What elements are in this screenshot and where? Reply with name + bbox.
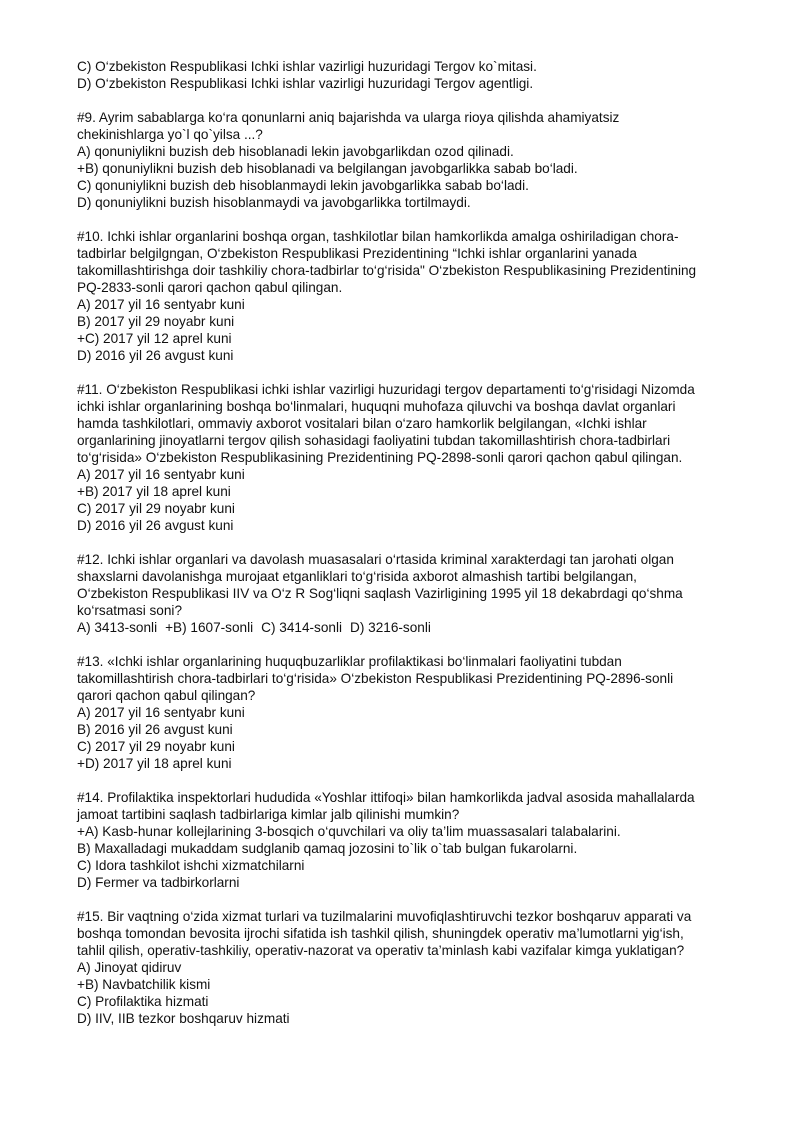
question-11 (77, 381, 757, 534)
question-text: boshqa tomondan bevosita ijrochi sifatida ish tashkil qilish, shuningdek operativ ma’lumotlarni yig‘ish, (77, 926, 684, 941)
option-b: +B) 1607-sonli (165, 620, 254, 635)
option-line: A) 2017 yil 16 sentyabr kuni (77, 467, 245, 482)
option-line: D) 2016 yil 26 avgust kuni (77, 348, 234, 363)
option-line: B) 2016 yil 26 avgust kuni (77, 722, 233, 737)
question-text: tahlil qilish, operativ-tashkiliy, operativ-nazorat va operativ ta’minlash kabi vazifalar kimga yuklatigan? (77, 943, 685, 958)
question-text: takomillashtirishga doir tashkiliy chora-tadbirlar to‘g‘risida" O‘zbekiston Respublikasining Prezidentining (77, 263, 697, 278)
question-text: PQ-2833-sonli qarori qachon qabul qilingan. (77, 280, 343, 295)
question-15 (77, 908, 757, 1027)
document-page (77, 58, 757, 1044)
question-text: #10. Ichki ishlar organlarini boshqa organ, tashkilotlar bilan hamkorlikda amalga oshiriladigan chora- (77, 229, 679, 244)
question-text: qarori qachon qabul qilingan? (77, 688, 256, 703)
question-14 (77, 789, 757, 891)
option-line: C) Idora tashkilot ishchi xizmatchilarni (77, 858, 305, 873)
question-text: #9. Ayrim sabablarga ko‘ra qonunlarni aniq bajarishda va ularga rioya qilishda ahamiyatsiz (77, 110, 620, 125)
option-line: C) qonuniylikni buzish deb hisoblanmaydi lekin javobgarlikka sabab bo‘ladi. (77, 178, 529, 193)
option-line: +A) Kasb-hunar kollejlarining 3-bosqich o‘quvchilari va oliy ta’lim muassasalari talabalarini. (77, 824, 621, 839)
option-line: C) 2017 yil 29 noyabr kuni (77, 739, 235, 754)
question-text: ichki ishlar organlarining boshqa bo‘linmalari, huquqni muhofaza qiluvchi va boshqa davlat organlari (77, 399, 676, 414)
option-a: A) 3413-sonli (77, 620, 158, 635)
option-line: +D) 2017 yil 18 aprel kuni (77, 756, 232, 771)
option-line: C) O‘zbekiston Respublikasi Ichki ishlar vazirligi huzuridagi Tergov ko`mitasi. (77, 59, 537, 74)
option-c: C) 3414-sonli (261, 620, 343, 635)
question-text: #14. Profilaktika inspektorlari hududida «Yoshlar ittifoqi» bilan hamkorlikda jadval asosida mahallalarda (77, 790, 695, 805)
option-line: B) 2017 yil 29 noyabr kuni (77, 314, 235, 329)
option-line: A) 2017 yil 16 sentyabr kuni (77, 705, 245, 720)
option-d: D) 3216-sonli (350, 620, 431, 635)
option-line: A) qonuniylikni buzish deb hisoblanadi lekin javobgarlikdan ozod qilinadi. (77, 144, 514, 159)
question-text: chekinishlarga yo`l qo`yilsa ...? (77, 127, 263, 142)
option-line: A) Jinoyat qidiruv (77, 960, 182, 975)
question-10 (77, 228, 757, 364)
question-text: O‘zbekiston Respublikasi IIV va O‘z R Sog‘liqni saqlash Vazirligining 1995 yil 18 dekabrdagi qo‘shma (77, 586, 683, 601)
question-text: ko‘rsatmasi soni? (77, 603, 183, 618)
inline-options (77, 619, 757, 636)
question-9 (77, 109, 757, 211)
question-text: tadbirlar belgilgngan, O‘zbekiston Respublikasi Prezidentining “Ichki ishlar organlarini yanada (77, 246, 637, 261)
question-text: organlarining jinoyatlarni tergov qilish sohasidagi faoliyatini tubdan takomillashtirish chora-tadbirlari (77, 433, 671, 448)
question-text: hamda tashkilotlari, ommaviy axborot vositalari bilan o‘zaro hamkorlik belgilangan, «Ichki ishlar (77, 416, 647, 431)
option-line: C) 2017 yil 29 noyabr kuni (77, 501, 235, 516)
option-line: +C) 2017 yil 12 aprel kuni (77, 331, 232, 346)
option-line: A) 2017 yil 16 sentyabr kuni (77, 297, 245, 312)
question-text: #12. Ichki ishlar organlari va davolash muasasalari o‘rtasida kriminal xarakterdagi tan jarohati olgan (77, 552, 674, 567)
question-12 (77, 551, 757, 636)
option-line: D) Fermer va tadbirkorlarni (77, 875, 240, 890)
question-text: #13. «Ichki ishlar organlarining huquqbuzarliklar profilaktikasi bo‘linmalari faoliyatini tubdan (77, 654, 622, 669)
question-13 (77, 653, 757, 772)
question-text: #15. Bir vaqtning o‘zida xizmat turlari va tuzilmalarini muvofiqlashtiruvchi tezkor boshqaruv apparati va (77, 909, 692, 924)
option-line: +B) 2017 yil 18 aprel kuni (77, 484, 231, 499)
option-line: D) IIV, IIB tezkor boshqaruv hizmati (77, 1011, 290, 1026)
question-text: takomillashtirish chora-tadbirlari to‘g‘risida» O‘zbekiston Respublikasi Prezidentining PQ-2896-sonli (77, 671, 674, 686)
option-line: +B) qonuniylikni buzish deb hisoblanadi va belgilangan javobgarlikka sabab bo‘ladi. (77, 161, 578, 176)
question-text: #11. O‘zbekiston Respublikasi ichki ishlar vazirligi huzuridagi tergov departamenti to‘g‘risidagi Nizomda (77, 382, 695, 397)
option-line: +B) Navbatchilik kismi (77, 977, 211, 992)
option-line: C) Profilaktika hizmati (77, 994, 209, 1009)
option-line: D) qonuniylikni buzish hisoblanmaydi va javobgarlikka tortilmaydi. (77, 195, 471, 210)
question-text: jamoat tartibini saqlash tadbirlariga kimlar jalb qilinishi mumkin? (77, 807, 460, 822)
option-line: D) 2016 yil 26 avgust kuni (77, 518, 234, 533)
question-text: shaxslarni davolanishga murojaat etganliklari to‘g‘risida axborot almashish tartibi belgilangan, (77, 569, 637, 584)
intro-options (77, 58, 757, 92)
option-line: B) Maxalladagi mukaddam sudglanib qamaq jozosini to`lik o`tab bulgan fukarolarni. (77, 841, 578, 856)
option-line: D) O‘zbekiston Respublikasi Ichki ishlar vazirligi huzuridagi Tergov agentligi. (77, 76, 534, 91)
question-text: to‘g‘risida» O‘zbekiston Respublikasining Prezidentining PQ-2898-sonli qarori qachon qabul qilingan. (77, 450, 683, 465)
